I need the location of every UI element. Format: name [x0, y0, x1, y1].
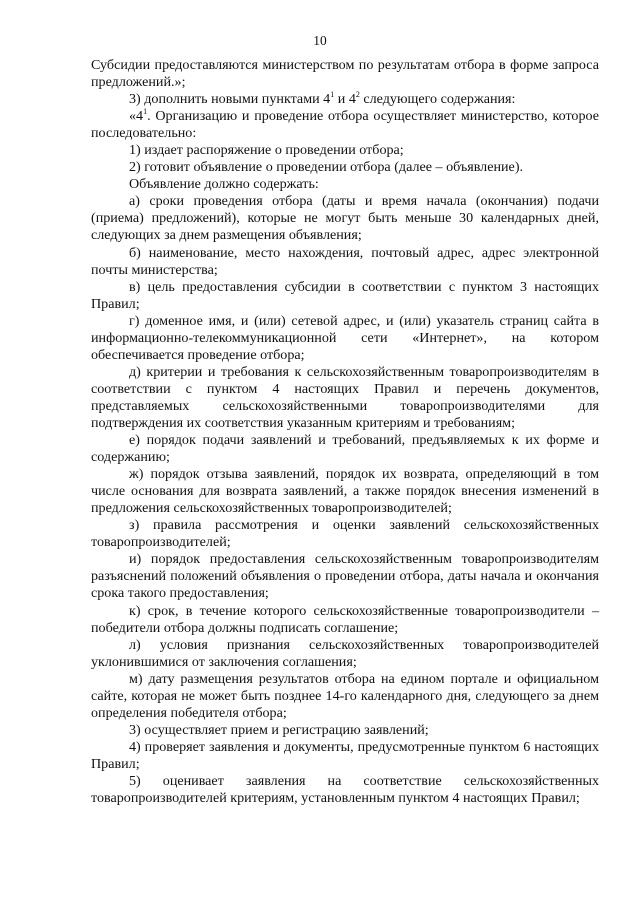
list-item-2: 2) готовит объявление о проведении отбора (далее – объявление). [129, 159, 524, 176]
list-item-4: 4) проверяет заявления и документы, предусмотренные пунктом 6 настоящих Правил; [91, 738, 599, 772]
list-item-zh: ж) порядок отзыва заявлений, порядок их возврата, определяющий в том числе основания для возврата заявлений, а также порядок внесения изменений в предложения сельскохозяйственных товаропроизводителей; [91, 466, 599, 517]
list-item-5: 5) оценивает заявления на соответствие сельскохозяйственных товаропроизводителей критериям, установленным пунктом 4 настоящих Правил; [91, 772, 599, 807]
list-item-3: 3) осуществляет прием и регистрацию заявлений; [129, 721, 429, 738]
paragraph-subsidies-result: Субсидии предоставляются министерством по результатам отбора в форме запроса предложений.»; [91, 57, 599, 91]
list-item-m: м) дату размещения результатов отбора на едином портале и официальном сайте, которая не может быть позднее 14-го календарного дня, следующего за днем определения победителя отбора; [91, 670, 599, 721]
list-item-a: а) сроки проведения отбора (даты и время начала (окончания) подачи (приема) предложений), которые не могут быть меньше 30 календарных дней, следующих за днем размещения объявления; [91, 193, 599, 244]
list-item-l: л) условия признания сельскохозяйственных товаропроизводителей уклонившимися от заключения соглашения; [91, 636, 599, 670]
page-number: 10 [313, 33, 327, 48]
list-item-d: д) критерии и требования к сельскохозяйственным товаропроизводителям в соответствии с пунктом 4 настоящих Правил и перечень документов, представляемых сельскохозяйственными товаропроизводителями для подтверждения их соответствия указанным критериям и требованиям; [91, 363, 599, 431]
paragraph-point-4-1: «$4^1$. Организацию и проведение отбора осуществляет министерство, которое последовательно: [91, 107, 599, 142]
list-item-e: е) порядок подачи заявлений и требований, предъявляемых к их форме и содержанию; [91, 432, 599, 466]
list-item-i: и) порядок предоставления сельскохозяйственным товаропроизводителям разъяснений положений объявления о проведении отбора, даты начала и окончания срока такого предоставления; [91, 551, 599, 602]
document-body [91, 57, 599, 807]
list-item-k: к) срок, в течение которого сельскохозяйственные товаропроизводители – победители отбора должны подписать соглашение; [91, 602, 599, 636]
list-item-v: в) цель предоставления субсидии в соответствии с пунктом 3 настоящих Правил; [91, 278, 599, 312]
paragraph-amendment-3: 3) дополнить новыми пунктами $4^1$ и $4^2$ следующего содержания: [129, 90, 516, 108]
list-item-b: б) наименование, место нахождения, почтовый адрес, адрес электронной почты министерства; [91, 244, 599, 278]
list-item-z: з) правила рассмотрения и оценки заявлений сельскохозяйственных товаропроизводителей; [91, 517, 599, 551]
list-item-g: г) доменное имя, и (или) сетевой адрес, и (или) указатель страниц сайта в информационно-телекоммуникационной сети «Интернет», на котором обеспечивается проведение отбора; [91, 312, 599, 363]
paragraph-announcement-contents: Объявление должно содержать: [129, 176, 319, 193]
list-item-1: 1) издает распоряжение о проведении отбора; [129, 142, 404, 159]
